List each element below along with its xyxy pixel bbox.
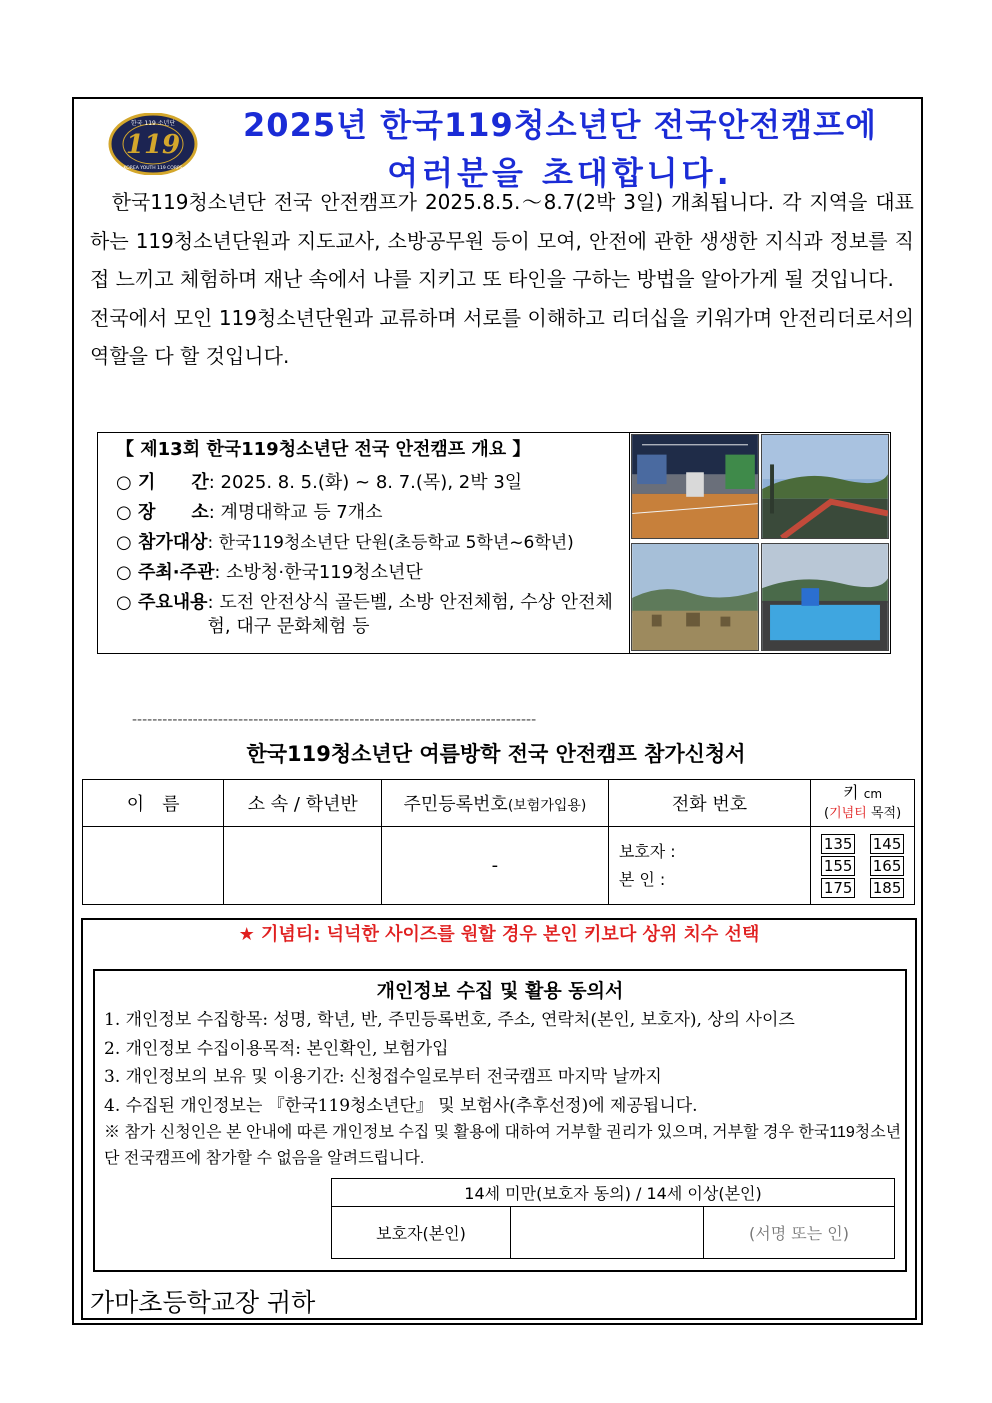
overview-row-content xyxy=(116,591,621,639)
intro-paragraph-2: 전국에서 모인 119청소년단원과 교류하며 서로를 이해하고 리더십을 키워가며 안전리더로서의 역할을 다 할 것입니다. xyxy=(90,305,914,368)
overview-row-period xyxy=(116,471,621,495)
cut-line: -------------------------------------------------------------------------------- xyxy=(132,712,537,728)
tshirt-label: 기념티 xyxy=(829,805,867,821)
size-options-cell xyxy=(811,827,915,905)
signature-header: 14세 미만(보호자 동의) / 14세 이상(본인) xyxy=(332,1179,895,1207)
overview-value: : 한국119청소년단 단원(초등학교 5학년~6학년) xyxy=(207,533,574,553)
size-option[interactable]: 145 xyxy=(870,834,905,854)
signature-label: 보호자(본인) xyxy=(332,1207,511,1259)
table-header-row xyxy=(83,780,915,827)
overview-value: : 도전 안전상식 골든벨, 소방 안전체험, 수상 안전체험, 대구 문화체험 등 xyxy=(207,592,613,637)
overview-key: ○ 주최·주관 xyxy=(116,562,215,583)
resident-id-input-cell[interactable]: - xyxy=(382,827,609,905)
svg-text:한국 119 소년단: 한국 119 소년단 xyxy=(130,120,176,127)
overview-text xyxy=(98,433,630,653)
size-option[interactable]: 185 xyxy=(870,878,905,898)
svg-text:119: 119 xyxy=(125,130,181,160)
size-option[interactable]: 135 xyxy=(821,834,856,854)
overview-value: : 소방청·한국119청소년단 xyxy=(214,562,423,583)
consent-item: 2. 개인정보 수집이용목적: 본인확인, 보험가입 xyxy=(104,1038,449,1059)
camp-overview xyxy=(97,432,891,654)
self-phone-label: 본 인 : xyxy=(618,869,666,889)
consent-item: 3. 개인정보의 보유 및 이용기간: 신청접수일로부터 전국캠프 마지막 날까지 xyxy=(104,1067,662,1087)
application-table xyxy=(82,779,915,905)
photo-grid xyxy=(630,433,890,653)
consent-items xyxy=(104,1006,904,1172)
consent-item: 1. 개인정보 수집항목: 성명, 학년, 반, 주민등록번호, 주소, 연락처(본인, 보호자), 상의 사이즈 xyxy=(104,1010,795,1030)
intro-paragraph-1: 한국119청소년단 전국 안전캠프가 2025.8.5.～8.7(2박 3일) 개최됩니다. 각 지역을 대표하는 119청소년단원과 지도교사, 소방공무원 등이 모여, 안전에 관한 생생한 지식과 정보를 직접 느끼고 체험하며 재난 속에서 나를 지키고 또 타인을 구하는 방법을 알아가게 될 것입니다. xyxy=(90,190,914,291)
overview-key: ○ 기 간 xyxy=(116,472,209,493)
svg-text:KOREA YOUTH 119 CORPS: KOREA YOUTH 119 CORPS xyxy=(123,166,183,171)
table-row xyxy=(83,827,915,905)
signature-name-field[interactable] xyxy=(511,1207,704,1259)
outdoor-field-photo xyxy=(631,543,759,651)
overview-value: : 계명대학교 등 7개소 xyxy=(208,502,383,523)
youth-corps-logo xyxy=(108,113,198,175)
header-affiliation: 소 속 / 학년반 xyxy=(224,780,382,827)
guardian-phone-label: 보호자 : xyxy=(618,841,676,861)
header-name: 이 름 xyxy=(83,780,224,827)
tshirt-notice: ★ 기념티: 넉넉한 사이즈를 원할 경우 본인 키보다 상위 치수 선택 xyxy=(238,924,760,945)
overview-value: : 2025. 8. 5.(화) ~ 8. 7.(목), 2박 3일 xyxy=(208,472,523,493)
header-height: 키 cm (기념티 목적) xyxy=(811,780,915,827)
page-title-line1: 2025년 한국119청소년단 전국안전캠프에 xyxy=(243,106,877,144)
overview-key: ○ 주요내용 xyxy=(116,592,208,613)
consent-item: 4. 수집된 개인정보는 『한국119청소년단』 및 보험사(추후선정)에 제공됩니다. xyxy=(104,1095,698,1116)
overview-heading: 【 제13회 한국119청소년단 전국 안전캠프 개요 】 xyxy=(116,439,531,460)
overview-row-host xyxy=(116,561,621,585)
signature-field[interactable]: (서명 또는 인) xyxy=(704,1207,895,1259)
header-phone: 전화 번호 xyxy=(608,780,810,827)
gym-photo xyxy=(631,434,759,539)
signature-table xyxy=(331,1178,895,1259)
intro-text xyxy=(90,183,914,376)
name-input-cell[interactable] xyxy=(83,827,224,905)
overview-key: ○ 참가대상 xyxy=(116,532,208,553)
recipient-line: 가마초등학교장 귀하 xyxy=(90,1288,316,1317)
affiliation-input-cell[interactable] xyxy=(224,827,382,905)
track-photo xyxy=(761,434,889,539)
page-title-line2: 여러분을 초대합니다. xyxy=(387,154,733,192)
consent-title: 개인정보 수집 및 활용 동의서 xyxy=(376,980,624,1002)
size-option[interactable]: 165 xyxy=(870,856,905,876)
header-resident-id: 주민등록번호(보험가입용) xyxy=(382,780,609,827)
phone-input-cell[interactable] xyxy=(608,827,810,905)
consent-note: ※ 참가 신청인은 본 안내에 따른 개인정보 수집 및 활용에 대하여 거부할 권리가 있으며, 거부할 경우 한국119청소년단 전국캠프에 참가할 수 없음을 알려드립니다. xyxy=(104,1124,902,1167)
size-option[interactable]: 155 xyxy=(821,856,856,876)
size-option[interactable]: 175 xyxy=(821,878,856,898)
pool-photo xyxy=(761,543,889,651)
overview-row-place xyxy=(116,501,621,525)
overview-key: ○ 장 소 xyxy=(116,502,209,523)
overview-row-target xyxy=(116,531,621,555)
application-title: 한국119청소년단 여름방학 전국 안전캠프 참가신청서 xyxy=(246,742,746,766)
